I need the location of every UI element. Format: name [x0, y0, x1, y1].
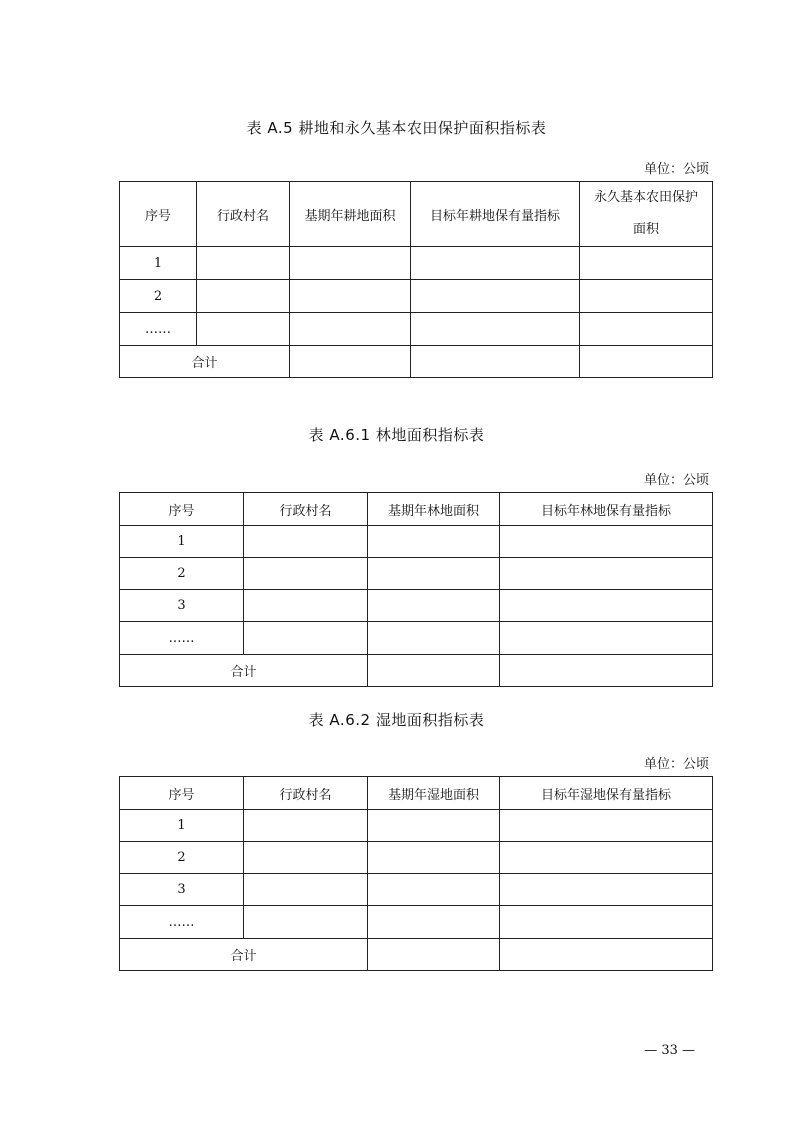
header-base-area: 基期年林地面积 — [368, 493, 500, 526]
table-a62 — [119, 776, 713, 971]
row-seq: 1 — [120, 526, 244, 558]
header-protect-area-line1: 永久基本农田保护 — [593, 190, 698, 205]
header-target: 目标年耕地保有量指标 — [411, 182, 580, 247]
table-row — [120, 558, 713, 590]
table-row — [120, 906, 713, 939]
table-row — [120, 842, 713, 874]
table-a5-caption: 表 A.5 耕地和永久基本农田保护面积指标表 — [246, 119, 547, 137]
header-village: 行政村名 — [244, 493, 368, 526]
header-target: 目标年湿地保有量指标 — [500, 777, 713, 810]
header-seq: 序号 — [120, 182, 197, 247]
total-row — [120, 655, 713, 687]
row-seq: 2 — [120, 842, 244, 874]
table-a61-caption: 表 A.6.1 林地面积指标表 — [308, 426, 485, 444]
row-seq: …… — [120, 906, 244, 939]
total-row — [120, 346, 713, 378]
row-seq: 3 — [120, 590, 244, 622]
table-a62-header-row — [120, 777, 713, 810]
table-a61-header-row — [120, 493, 713, 526]
row-seq: …… — [120, 313, 197, 346]
table-row — [120, 313, 713, 346]
header-target: 目标年林地保有量指标 — [500, 493, 713, 526]
row-seq: 1 — [120, 247, 197, 280]
header-base-area: 基期年湿地面积 — [368, 777, 500, 810]
table-a5-header-row — [120, 182, 713, 247]
header-base-area: 基期年耕地面积 — [290, 182, 411, 247]
page-number: — 33 — — [644, 1043, 695, 1058]
total-label: 合计 — [120, 655, 368, 687]
table-row — [120, 622, 713, 655]
total-label: 合计 — [120, 939, 368, 971]
table-row — [120, 247, 713, 280]
table-row — [120, 526, 713, 558]
table-row — [120, 874, 713, 906]
table-a62-unit: 单位：公顷 — [643, 757, 709, 772]
row-seq: 1 — [120, 810, 244, 842]
total-row — [120, 939, 713, 971]
header-protect-area-line2: 面积 — [632, 222, 659, 237]
header-seq: 序号 — [120, 493, 244, 526]
table-row — [120, 280, 713, 313]
table-a5-unit: 单位：公顷 — [643, 162, 709, 177]
header-village: 行政村名 — [197, 182, 290, 247]
table-row — [120, 590, 713, 622]
total-label: 合计 — [120, 346, 290, 378]
row-seq: …… — [120, 622, 244, 655]
table-a61-unit: 单位：公顷 — [643, 473, 709, 488]
row-seq: 3 — [120, 874, 244, 906]
header-protect-area — [580, 182, 713, 247]
row-seq: 2 — [120, 558, 244, 590]
header-village: 行政村名 — [244, 777, 368, 810]
table-row — [120, 810, 713, 842]
header-seq: 序号 — [120, 777, 244, 810]
table-a62-caption: 表 A.6.2 湿地面积指标表 — [308, 711, 485, 729]
table-a61 — [119, 492, 713, 687]
table-a5 — [119, 181, 713, 378]
row-seq: 2 — [120, 280, 197, 313]
